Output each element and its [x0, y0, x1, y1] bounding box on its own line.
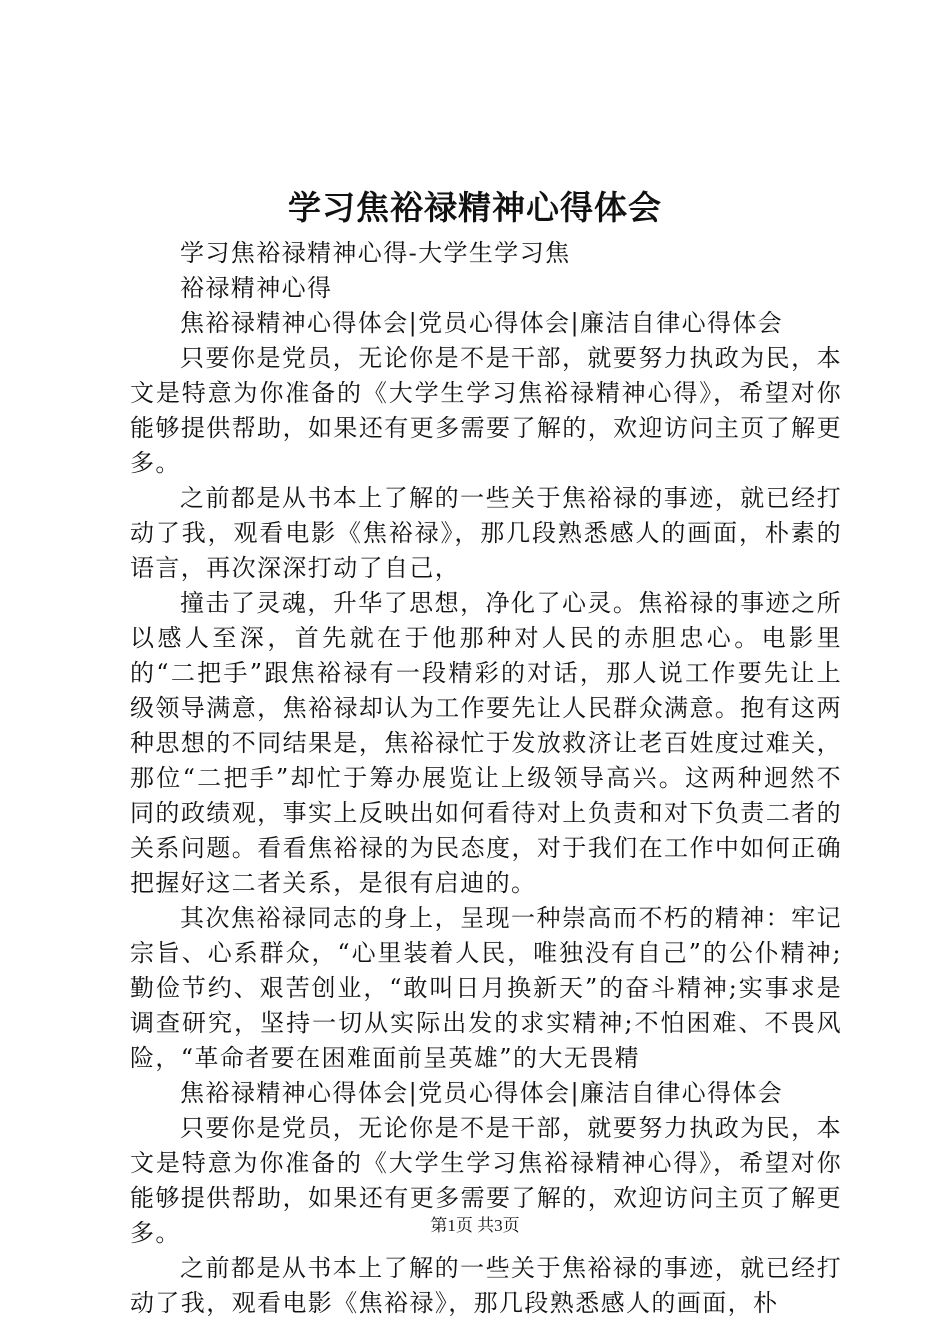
paragraph: 焦裕禄精神心得体会|党员心得体会|廉洁自律心得体会	[180, 309, 784, 337]
document-title: 学习焦裕禄精神心得体会	[288, 188, 662, 227]
page-number-footer: 第1页 共3页	[430, 1216, 520, 1235]
paragraph: 其次焦裕禄同志的身上，呈现一种崇高而不朽的精神：牢记宗旨、心系群众，“心里装着人民，唯独没有自己”的公仆精神;勤俭节约、艰苦创业，“敢叫日月换新天”的奋斗精神;实事求是调查研究，坚持一切从实际出发的求实精神;不怕困难、不畏风险，“革命者要在困难面前呈英雄”的大无畏精	[130, 904, 842, 1072]
paragraph: 之前都是从书本上了解的一些关于焦裕禄的事迹，就已经打动了我，观看电影《焦裕禄》，那几段熟悉感人的画面，朴素的语言，再次深深打动了自己，	[130, 484, 842, 582]
paragraph: 裕禄精神心得	[180, 274, 333, 302]
paragraph: 撞击了灵魂，升华了思想，净化了心灵。焦裕禄的事迹之所以感人至深，首先就在于他那种对人民的赤胆忠心。电影里的“二把手”跟焦裕禄有一段精彩的对话，那人说工作要先让上级领导满意，焦裕禄却认为工作要先让人民群众满意。抱有这两种思想的不同结果是，焦裕禄忙于发放救济让老百姓度过难关，那位“二把手”却忙于筹办展览让上级领导高兴。这两种迥然不同的政绩观，事实上反映出如何看待对上负责和对下负责二者的关系问题。看看焦裕禄的为民态度，对于我们在工作中如何正确把握好这二者关系，是很有启迪的。	[130, 589, 842, 897]
paragraph: 只要你是党员，无论你是不是干部，就要努力执政为民，本文是特意为你准备的《大学生学习焦裕禄精神心得》，希望对你能够提供帮助，如果还有更多需要了解的，欢迎访问主页了解更多。	[130, 1114, 842, 1247]
paragraph: 学习焦裕禄精神心得-大学生学习焦	[180, 239, 571, 267]
paragraph: 之前都是从书本上了解的一些关于焦裕禄的事迹，就已经打动了我，观看电影《焦裕禄》，那几段熟悉感人的画面，朴	[130, 1254, 842, 1317]
paragraph: 只要你是党员，无论你是不是干部，就要努力执政为民，本文是特意为你准备的《大学生学习焦裕禄精神心得》，希望对你能够提供帮助，如果还有更多需要了解的，欢迎访问主页了解更多。	[130, 344, 842, 477]
paragraph: 焦裕禄精神心得体会|党员心得体会|廉洁自律心得体会	[180, 1079, 784, 1107]
document-body	[130, 236, 842, 1321]
